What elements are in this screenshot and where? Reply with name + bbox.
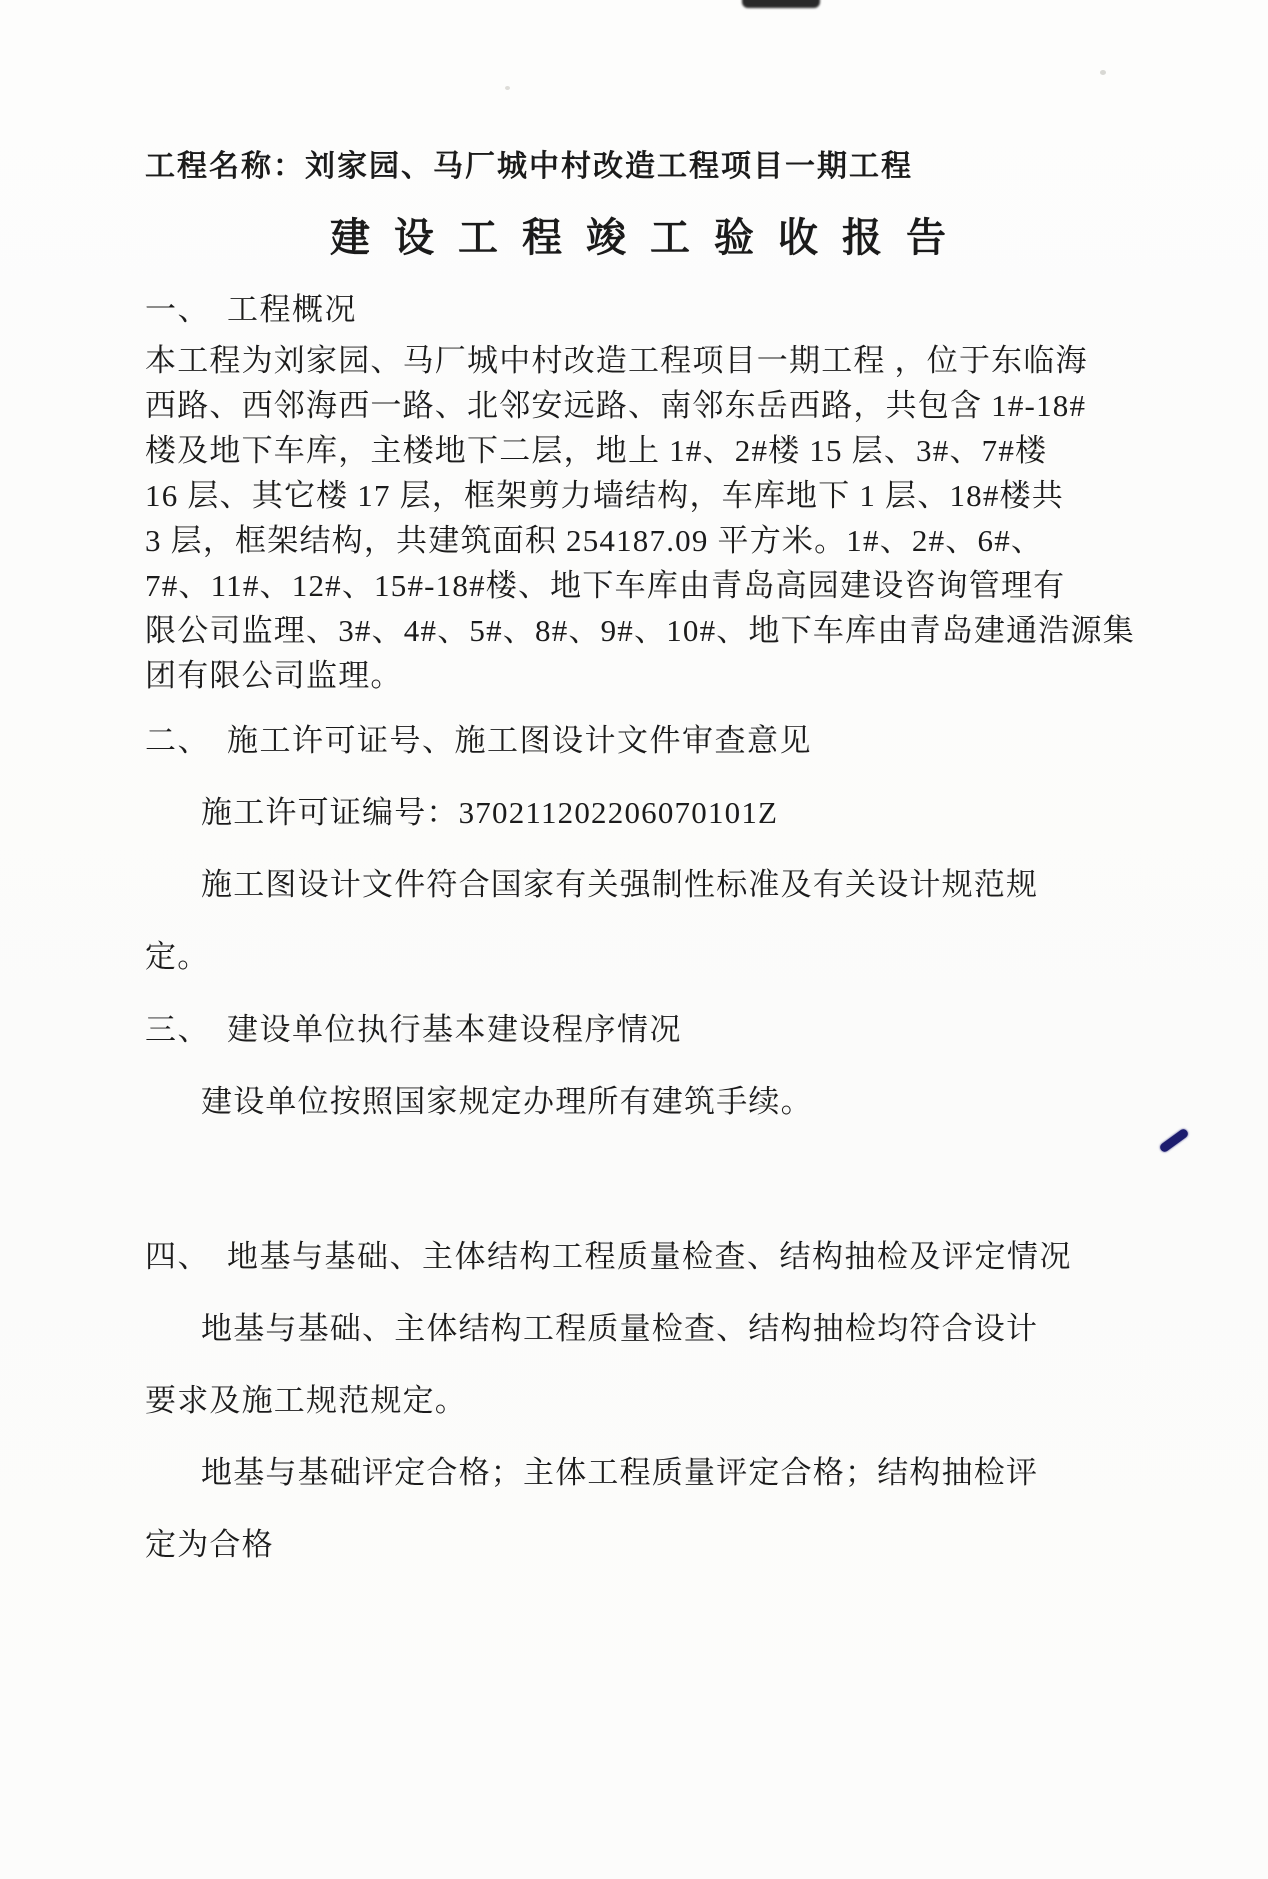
section1-line-1: 本工程为刘家园、马厂城中村改造工程项目一期工程 ，位于东临海 — [145, 343, 1088, 378]
section3-line-1: 建设单位按照国家规定办理所有建筑手续。 — [201, 1084, 813, 1119]
section1-line-8: 团有限公司监理。 — [145, 658, 403, 693]
scan-speck — [1100, 70, 1106, 75]
section4-line-1: 地基与基础、主体结构工程质量检查、结构抽检均符合设计 — [201, 1311, 1039, 1346]
section2-line-permit-number: 施工许可证编号：370211202206070101Z — [201, 795, 779, 830]
document-title: 建 设 工 程 竣 工 验 收 报 告 — [330, 215, 953, 260]
section2-line-2: 施工图设计文件符合国家有关强制性标准及有关设计规范规 — [201, 867, 1039, 902]
project-name-line: 工程名称：刘家园、马厂城中村改造工程项目一期工程 — [145, 150, 913, 183]
section2-line-3: 定。 — [145, 939, 210, 974]
section2-heading: 二、 施工许可证号、施工图设计文件审查意见 — [145, 723, 812, 758]
section1-paragraph — [145, 338, 1138, 698]
section1-line-6: 7#、11#、12#、15#-18#楼、地下车库由青岛高园建设咨询管理有 — [145, 568, 1066, 603]
scan-smudge-mark — [742, 0, 820, 8]
scan-speck — [505, 86, 510, 90]
section1-heading: 一、 工程概况 — [145, 292, 357, 327]
section3-heading: 三、 建设单位执行基本建设程序情况 — [145, 1012, 682, 1047]
section4-heading: 四、 地基与基础、主体结构工程质量检查、结构抽检及评定情况 — [145, 1239, 1072, 1274]
section4-line-2: 要求及施工规范规定。 — [145, 1383, 467, 1418]
section4-line-3: 地基与基础评定合格；主体工程质量评定合格；结构抽检评 — [201, 1455, 1039, 1490]
section1-line-3: 楼及地下车库，主楼地下二层，地上 1#、2#楼 15 层、3#、7#楼 — [145, 433, 1048, 468]
section1-line-2: 西路、西邻海西一路、北邻安远路、南邻东岳西路，共包含 1#-18# — [145, 388, 1087, 423]
section1-line-4: 16 层、其它楼 17 层，框架剪力墙结构，车库地下 1 层、18#楼共 — [145, 478, 1064, 513]
section1-line-7: 限公司监理、3#、4#、5#、8#、9#、10#、地下车库由青岛建通浩源集 — [145, 613, 1135, 648]
section1-line-5: 3 层，框架结构，共建筑面积 254187.09 平方米。1#、2#、6#、 — [145, 523, 1044, 558]
section4-line-4: 定为合格 — [145, 1527, 274, 1562]
